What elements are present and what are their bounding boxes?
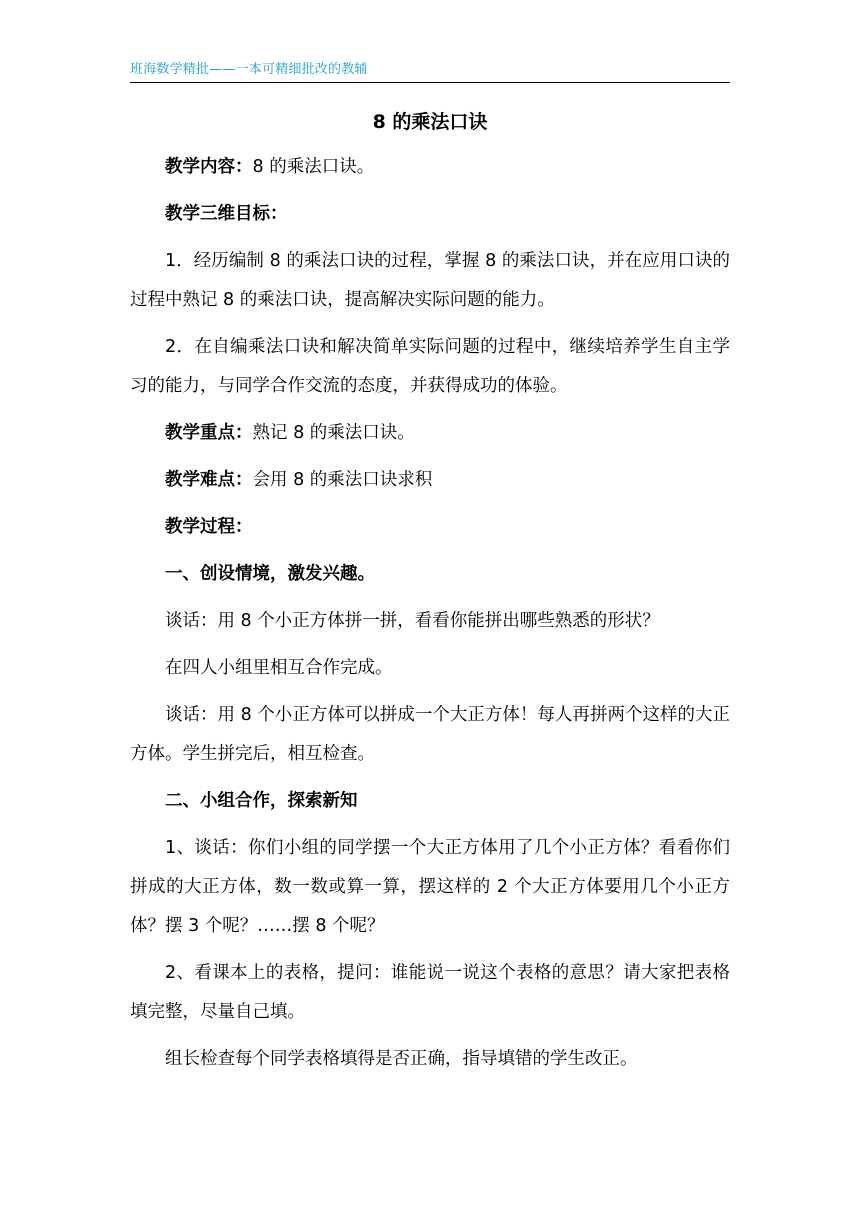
key-point [130,414,730,453]
section-2-paragraph-1: 1、谈话：你们小组的同学摆一个大正方体用了几个小正方体？看看你们拼成的大正方体，数一数或算一算，摆这样的 2 个大正方体要用几个小正方体？摆 3 个呢？……摆 8 个呢？ [130,838,730,936]
header-text: 班海数学精批——一本可精细批改的教辅 [130,62,368,77]
section-1-paragraph-3: 谈话：用 8 个小正方体可以拼成一个大正方体！每人再拼两个这样的大正方体。学生拼完后，相互检查。 [130,705,730,764]
document-title: 8 的乘法口诀 [372,111,488,133]
section-2-heading: 二、小组合作，探索新知 [165,791,358,811]
goal-1: 1．经历编制 8 的乘法口诀的过程，掌握 8 的乘法口诀，并在应用口诀的过程中熟记 8 的乘法口诀，提高解决实际问题的能力。 [130,251,730,310]
teaching-content-value: 8 的乘法口诀。 [252,157,375,177]
teaching-content-label: 教学内容： [165,157,253,177]
goal-2: 2．在自编乘法口诀和解决简单实际问题的过程中，继续培养学生自主学习的能力，与同学合作交流的态度，并获得成功的体验。 [130,337,730,396]
difficulty-point [130,461,730,500]
key-point-label: 教学重点： [165,423,253,443]
section-2-paragraph-3: 组长检查每个同学表格填得是否正确，指导填错的学生改正。 [165,1049,638,1069]
page-header [130,62,730,83]
difficulty-value: 会用 8 的乘法口诀求积 [252,470,433,490]
document-body [130,110,730,1087]
section-1-paragraph-2: 在四人小组里相互合作完成。 [165,658,393,678]
goals-heading: 教学三维目标： [165,204,288,224]
teaching-content [130,148,730,187]
process-heading: 教学过程： [165,517,253,537]
section-1-heading: 一、创设情境，激发兴趣。 [165,564,375,584]
key-point-value: 熟记 8 的乘法口诀。 [252,423,415,443]
difficulty-label: 教学难点： [165,470,253,490]
section-2-paragraph-2: 2、看课本上的表格，提问：谁能说一说这个表格的意思？请大家把表格填完整，尽量自己填。 [130,963,730,1022]
section-1-paragraph-1: 谈话：用 8 个小正方体拼一拼，看看你能拼出哪些熟悉的形状？ [165,611,660,631]
